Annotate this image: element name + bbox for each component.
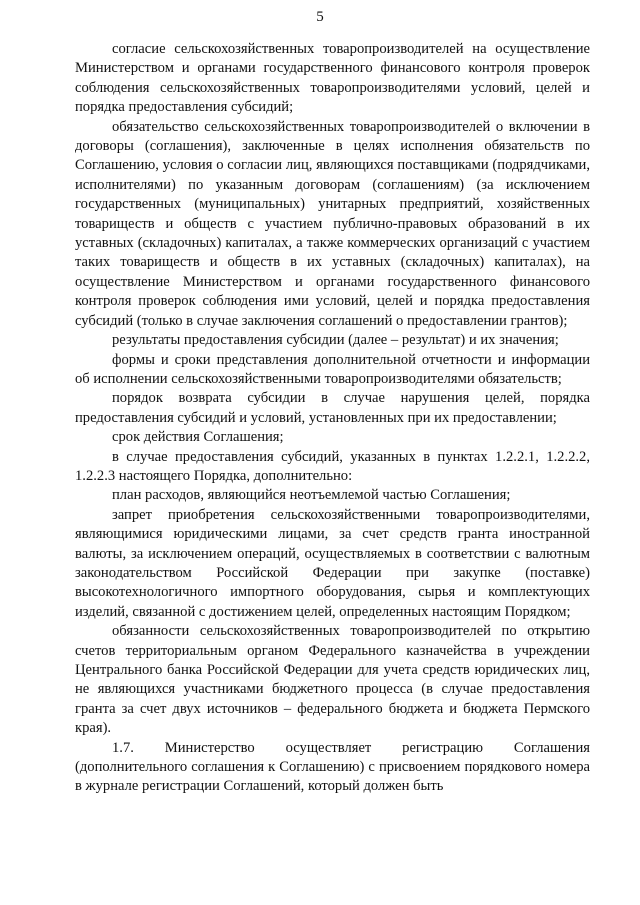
- paragraph-refund-procedure: порядок возврата субсидии в случае нарушения целей, порядка предоставления субсидий и условий, установленных при их предоставлении;: [75, 390, 590, 426]
- paragraph-treasury-accounts: обязанности сельскохозяйственных товаропроизводителей по открытию счетов территориальным органом Федерального казначейства в учреждении Центрального банка Российской Федерации для учета средств юридических лиц, не являющихся участниками бюджетного процесса (в случае предоставления гранта за счет двух источников – федерального бюджета и бюджета Пермского края).: [75, 623, 590, 737]
- paragraph-contract-obligation: обязательство сельскохозяйственных товаропроизводителей о включении в договоры (соглашения), заключенные в целях исполнения обязательств по Соглашению, условия о согласии лиц, являющихся поставщиками (подрядчиками, исполнителями) по указанным договорам (соглашениям) (за исключением государственных (муниципальных) унитарных предприятий, хозяйственных товариществ и обществ с участием публично-правовых образований в их уставных (складочных) капиталах, а также коммерческих организаций с участием таких товариществ и обществ в их уставных (складочных) капиталах), на осуществление Министерством и органами государственного финансового контроля проверок соблюдения ими условий, целей и порядка предоставления субсидий (только в случае заключения соглашений о предоставлении грантов);: [75, 118, 590, 329]
- paragraph-expense-plan: план расходов, являющийся неотъемлемой частью Соглашения;: [112, 487, 511, 504]
- page-number: 5: [316, 9, 324, 25]
- paragraph-agreement-term: срок действия Соглашения;: [112, 429, 284, 446]
- paragraph-reporting-forms: формы и сроки представления дополнительной отчетности и информации об исполнении сельскохозяйственными товаропроизводителями обязательств;: [75, 351, 590, 387]
- paragraph-section-1-7: 1.7. Министерство осуществляет регистрацию Соглашения (дополнительного соглашения к Соглашению) с присвоением порядкового номера в журнале регистрации Соглашений, который должен быть: [75, 739, 590, 795]
- paragraph-currency-prohibition: запрет приобретения сельскохозяйственными товаропроизводителями, являющимися юридическими лицами, за счет средств гранта иностранной валюты, за исключением операций, осуществляемых в соответствии с валютным законодательством Российской Федерации при закупке (поставке) высокотехнологичного импортного оборудования, сырья и комплектующих изделий, связанной с достижением целей, определенных настоящим Порядком;: [75, 506, 590, 620]
- paragraph-consent-inspections: согласие сельскохозяйственных товаропроизводителей на осуществление Министерством и органами государственного финансового контроля проверок соблюдения сельскохозяйственных товаропроизводителями условий, целей и порядка предоставления субсидий;: [75, 41, 590, 116]
- paragraph-results: результаты предоставления субсидии (далее – результат) и их значения;: [112, 332, 559, 349]
- document-body: [75, 40, 590, 797]
- paragraph-additional-conditions: в случае предоставления субсидий, указанных в пунктах 1.2.2.1, 1.2.2.2, 1.2.2.3 настоящего Порядка, дополнительно:: [75, 448, 590, 484]
